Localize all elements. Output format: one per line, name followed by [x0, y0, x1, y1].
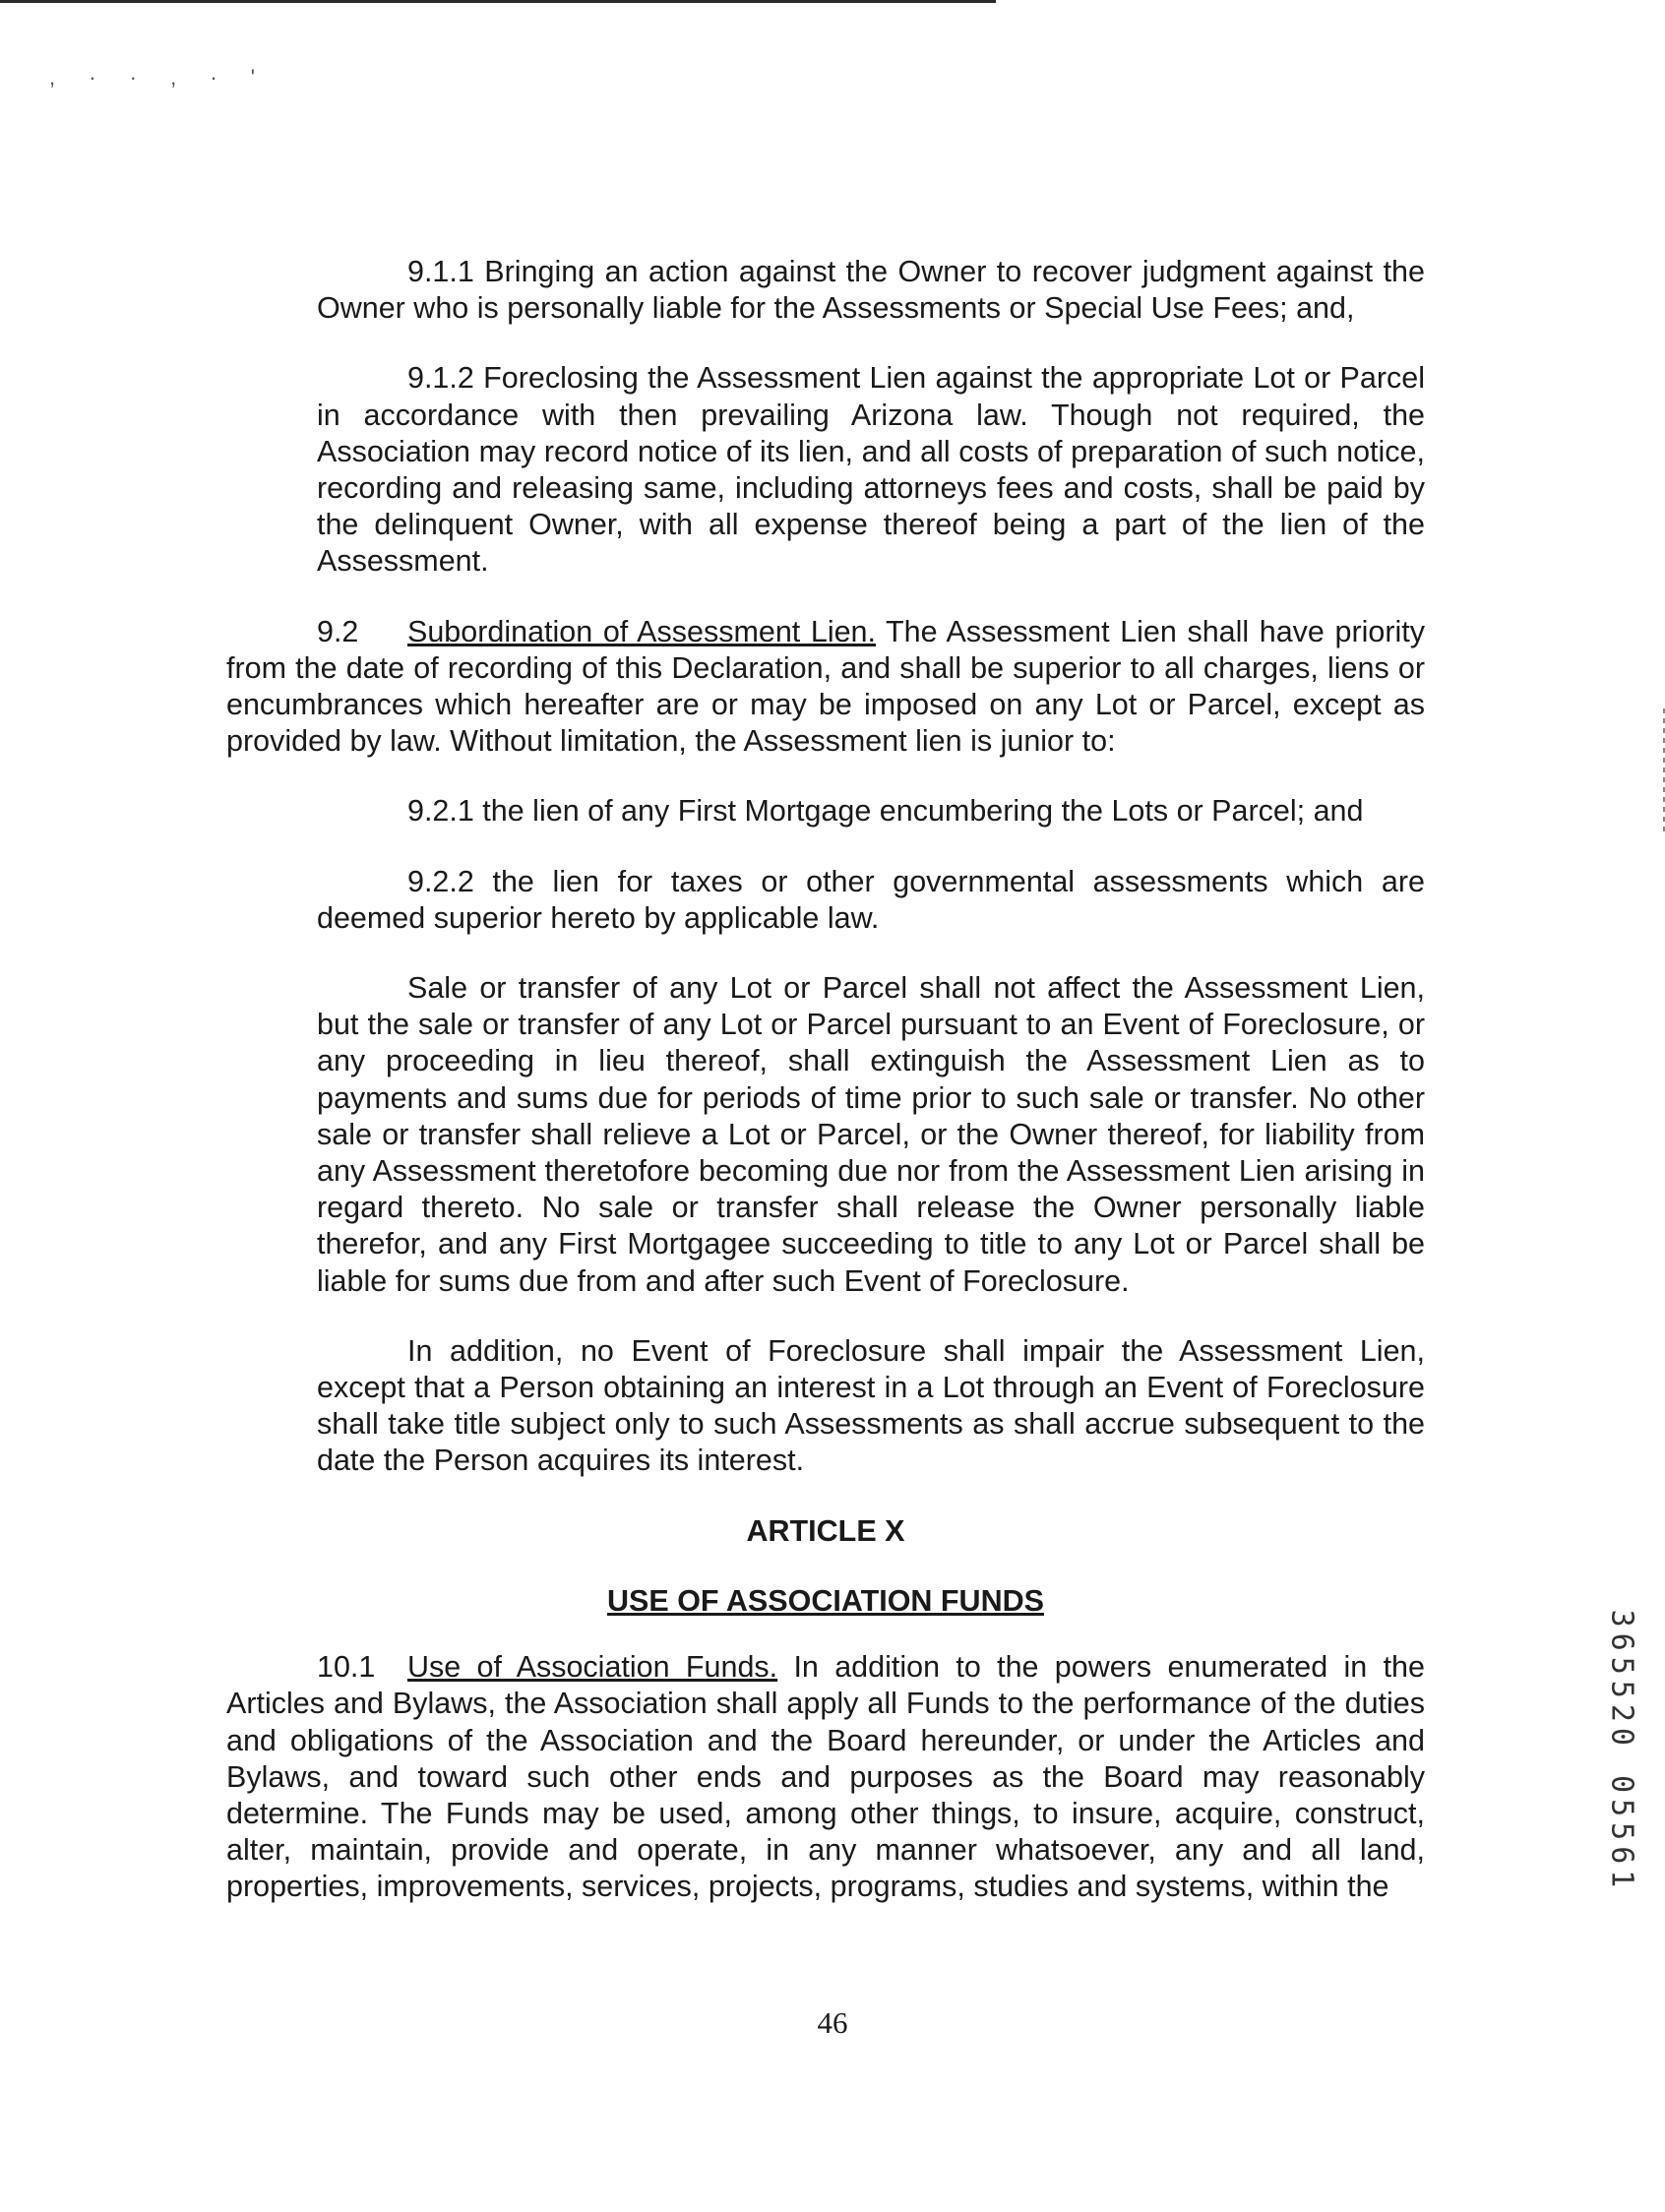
recording-stamp — [1602, 1574, 1641, 1929]
paragraph-sale-or-transfer: Sale or transfer of any Lot or Parcel shall not affect the Assessment Lien, but the sale or transfer of any Lot or Parcel pursuant to an Event of Foreclosure, or any proceeding in lieu thereof, shall extinguish the Assessment Lien as to payments and sums due for periods of time prior to such sale or transfer. No other sale or transfer shall relieve a Lot or Parcel, or the Owner thereof, for liability from any Assessment theretofore becoming due nor from the Assessment Lien arising in regard thereto. No sale or transfer shall release the Owner personally liable therefor, and any First Mortgagee succeeding to title to any Lot or Parcel shall be liable for sums due from and after such Event of Foreclosure. — [317, 971, 1425, 1298]
article-title: USE OF ASSOCIATION FUNDS — [607, 1583, 1044, 1618]
section-9-2-number: 9.2 — [317, 614, 359, 648]
document-body — [226, 254, 1425, 1906]
recording-stamp-text: 365520 05561 — [1604, 1609, 1639, 1894]
page-number: 46 — [817, 2005, 848, 2040]
section-9-2-title: Subordination of Assessment Lien. — [407, 614, 876, 648]
section-10-1 — [226, 1649, 1425, 1905]
scan-specks: , · · , · ' — [49, 65, 269, 90]
section-10-1-title: Use of Association Funds. — [407, 1650, 778, 1685]
section-9-2 — [226, 614, 1425, 761]
top-scan-rule — [0, 0, 996, 3]
section-10-1-body: In addition to the powers enumerated in the Articles and Bylaws, the Association shall apply all Funds to the performance of the duties and obligations of the Association and the Board hereunder, or under the Articles and Bylaws, and toward such other ends and purposes as the Board may reasonably determine. The Funds may be used, among other things, to insure, acquire, construct, alter, maintain, provide and operate, in any manner whatsoever, any and all land, properties, improvements, services, projects, programs, studies and systems, within the — [226, 1650, 1425, 1904]
paragraph-in-addition: In addition, no Event of Foreclosure shall impair the Assessment Lien, except that a Person obtaining an interest in a Lot through an Event of Foreclosure shall take title subject only to such Assessments as shall accrue subsequent to the date the Person acquires its interest. — [317, 1333, 1425, 1478]
paragraph-9-2-2: 9.2.2 the lien for taxes or other governmental assessments which are deemed superior hereto by applicable law. — [317, 864, 1425, 935]
section-9-2-body: The Assessment Lien shall have priority from the date of recording of this Declaration, and shall be superior to all charges, liens or encumbrances which hereafter are or may be imposed on any Lot or Parcel, except as provided by law. Without limitation, the Assessment lien is junior to: — [226, 614, 1425, 759]
paragraph-9-1-1: 9.1.1 Bringing an action against the Owner to recover judgment against the Owner who is personally liable for the Assessments or Special Use Fees; and, — [317, 255, 1425, 326]
paragraph-9-1-2: 9.1.2 Foreclosing the Assessment Lien against the appropriate Lot or Parcel in accordance with then prevailing Arizona law. Though not required, the Association may record notice of its lien, and all costs of preparation of such notice, recording and releasing same, including attorneys fees and costs, shall be paid by the delinquent Owner, with all expense thereof being a part of the lien of the Assessment. — [317, 361, 1425, 579]
article-heading: ARTICLE X — [746, 1513, 905, 1548]
paragraph-9-2-1: 9.2.1 the lien of any First Mortgage encumbering the Lots or Parcel; and — [407, 794, 1364, 829]
section-10-1-number: 10.1 — [317, 1650, 376, 1685]
